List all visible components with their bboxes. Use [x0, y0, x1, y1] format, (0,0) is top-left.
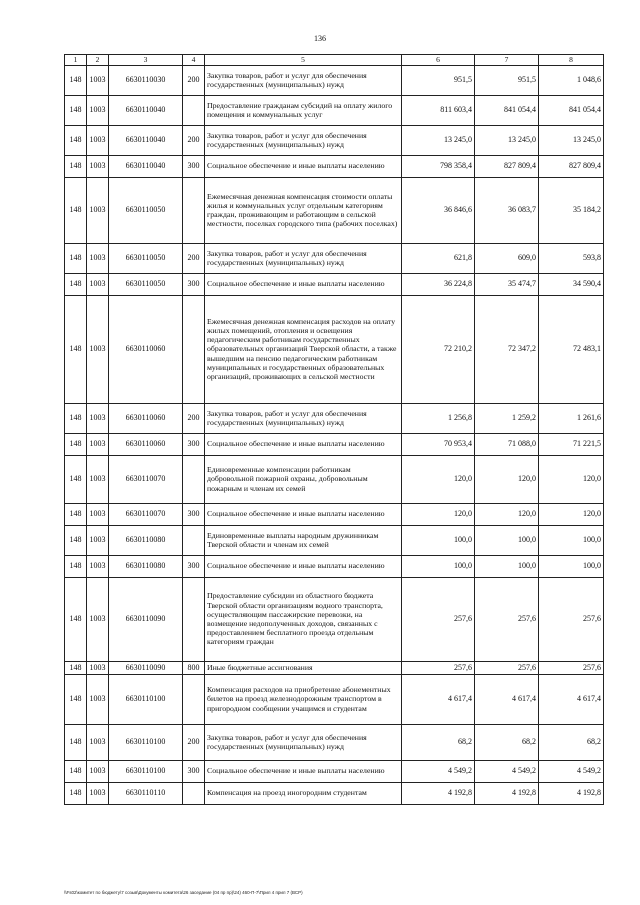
cell-description: Ежемесячная денежная компенсация расходов на оплату жилых помещений, отопления и освещения педагогическим работникам государственных образовательных организаций Тверской области, а также вышедшим на пенсию педагогическим работникам муниципальных и государственных образовательных организаций, проживающих в сельской местности: [205, 295, 402, 403]
cell-section-code: 148: [65, 555, 87, 577]
cell-expense-type: 200: [183, 65, 205, 95]
cell-target-article: 6630110110: [109, 782, 183, 804]
cell-amount-year2: 609,0: [475, 243, 539, 273]
table-row: [65, 525, 604, 555]
cell-amount-year3: 68,2: [539, 724, 604, 760]
cell-section-code: 148: [65, 243, 87, 273]
cell-amount-year3: 120,0: [539, 503, 604, 525]
table-body: [65, 65, 604, 804]
cell-amount-year1: 798 358,4: [402, 155, 475, 177]
cell-section-code: 148: [65, 455, 87, 503]
cell-amount-year3: 593,8: [539, 243, 604, 273]
cell-subsection-code: 1003: [87, 95, 109, 125]
cell-amount-year2: 4 617,4: [475, 674, 539, 724]
cell-amount-year1: 120,0: [402, 455, 475, 503]
column-header: 8: [539, 55, 604, 66]
cell-amount-year2: 72 347,2: [475, 295, 539, 403]
cell-subsection-code: 1003: [87, 674, 109, 724]
cell-target-article: 6630110060: [109, 433, 183, 455]
cell-section-code: 148: [65, 724, 87, 760]
cell-subsection-code: 1003: [87, 555, 109, 577]
cell-expense-type: [183, 674, 205, 724]
column-header: 5: [205, 55, 402, 66]
cell-section-code: 148: [65, 433, 87, 455]
file-path-footer: \\Fs02\комитет по бюджету\7 созыв\Документы комитета\26 заседание (04 пр пр)\24) 460-П-7\Прил 4 прил 7 (ВСР): [64, 890, 303, 895]
budget-table: [64, 54, 604, 805]
cell-amount-year3: 841 054,4: [539, 95, 604, 125]
table-row: [65, 577, 604, 661]
cell-subsection-code: 1003: [87, 125, 109, 155]
cell-section-code: 148: [65, 503, 87, 525]
cell-description: Закупка товаров, работ и услуг для обеспечения государственных (муниципальных) нужд: [205, 403, 402, 433]
cell-subsection-code: 1003: [87, 782, 109, 804]
cell-expense-type: 300: [183, 273, 205, 295]
cell-amount-year3: 4 549,2: [539, 760, 604, 782]
cell-section-code: 148: [65, 661, 87, 674]
table-row: [65, 661, 604, 674]
cell-description: Закупка товаров, работ и услуг для обеспечения государственных (муниципальных) нужд: [205, 724, 402, 760]
cell-section-code: 148: [65, 177, 87, 243]
cell-description: Социальное обеспечение и иные выплаты населению: [205, 503, 402, 525]
cell-amount-year1: 70 953,4: [402, 433, 475, 455]
cell-expense-type: [183, 577, 205, 661]
cell-amount-year1: 951,5: [402, 65, 475, 95]
table-row: [65, 503, 604, 525]
cell-section-code: 148: [65, 273, 87, 295]
table-row: [65, 95, 604, 125]
table-row: [65, 65, 604, 95]
cell-subsection-code: 1003: [87, 273, 109, 295]
cell-amount-year1: 257,6: [402, 577, 475, 661]
cell-subsection-code: 1003: [87, 760, 109, 782]
cell-description: Закупка товаров, работ и услуг для обеспечения государственных (муниципальных) нужд: [205, 65, 402, 95]
table-row: [65, 155, 604, 177]
cell-amount-year1: 120,0: [402, 503, 475, 525]
cell-amount-year1: 621,8: [402, 243, 475, 273]
cell-amount-year1: 257,6: [402, 661, 475, 674]
cell-target-article: 6630110060: [109, 295, 183, 403]
cell-section-code: 148: [65, 403, 87, 433]
column-header: 4: [183, 55, 205, 66]
cell-section-code: 148: [65, 295, 87, 403]
cell-expense-type: [183, 177, 205, 243]
cell-amount-year2: 4 192,8: [475, 782, 539, 804]
table-row: [65, 674, 604, 724]
cell-amount-year2: 1 259,2: [475, 403, 539, 433]
cell-amount-year1: 1 256,8: [402, 403, 475, 433]
cell-description: Единовременные выплаты народным дружинникам Тверской области и членам их семей: [205, 525, 402, 555]
cell-amount-year2: 951,5: [475, 65, 539, 95]
cell-expense-type: [183, 95, 205, 125]
cell-amount-year2: 257,6: [475, 577, 539, 661]
cell-subsection-code: 1003: [87, 433, 109, 455]
cell-target-article: 6630110070: [109, 503, 183, 525]
cell-amount-year2: 68,2: [475, 724, 539, 760]
cell-amount-year1: 100,0: [402, 525, 475, 555]
cell-description: Социальное обеспечение и иные выплаты населению: [205, 273, 402, 295]
cell-amount-year3: 4 617,4: [539, 674, 604, 724]
cell-expense-type: 300: [183, 760, 205, 782]
cell-expense-type: 200: [183, 724, 205, 760]
cell-section-code: 148: [65, 525, 87, 555]
cell-target-article: 6630110040: [109, 155, 183, 177]
cell-description: Ежемесячная денежная компенсация стоимости оплаты жилья и коммунальных услуг отдельным категориям граждан, проживающим и работающим в сельской местности, поселках городского типа (рабочих поселках): [205, 177, 402, 243]
column-header: 1: [65, 55, 87, 66]
cell-expense-type: 200: [183, 243, 205, 273]
cell-description: Социальное обеспечение и иные выплаты населению: [205, 555, 402, 577]
cell-subsection-code: 1003: [87, 295, 109, 403]
table-row: [65, 433, 604, 455]
cell-amount-year3: 1 048,6: [539, 65, 604, 95]
cell-subsection-code: 1003: [87, 577, 109, 661]
cell-expense-type: 300: [183, 155, 205, 177]
cell-description: Компенсация на проезд иногородним студентам: [205, 782, 402, 804]
cell-description: Социальное обеспечение и иные выплаты населению: [205, 760, 402, 782]
cell-amount-year2: 36 083,7: [475, 177, 539, 243]
cell-amount-year3: 120,0: [539, 455, 604, 503]
cell-amount-year1: 100,0: [402, 555, 475, 577]
cell-subsection-code: 1003: [87, 503, 109, 525]
cell-subsection-code: 1003: [87, 65, 109, 95]
cell-subsection-code: 1003: [87, 525, 109, 555]
cell-amount-year3: 35 184,2: [539, 177, 604, 243]
table-row: [65, 177, 604, 243]
cell-expense-type: [183, 295, 205, 403]
table-row: [65, 455, 604, 503]
table-row: [65, 273, 604, 295]
cell-amount-year2: 100,0: [475, 525, 539, 555]
cell-amount-year3: 72 483,1: [539, 295, 604, 403]
cell-amount-year1: 4 549,2: [402, 760, 475, 782]
cell-section-code: 148: [65, 577, 87, 661]
cell-expense-type: [183, 782, 205, 804]
cell-section-code: 148: [65, 155, 87, 177]
cell-amount-year3: 100,0: [539, 525, 604, 555]
cell-amount-year1: 811 603,4: [402, 95, 475, 125]
cell-amount-year2: 120,0: [475, 455, 539, 503]
cell-section-code: 148: [65, 125, 87, 155]
table-row: [65, 724, 604, 760]
cell-section-code: 148: [65, 674, 87, 724]
cell-target-article: 6630110080: [109, 525, 183, 555]
cell-amount-year2: 827 809,4: [475, 155, 539, 177]
cell-amount-year2: 120,0: [475, 503, 539, 525]
cell-section-code: 148: [65, 760, 87, 782]
cell-amount-year1: 13 245,0: [402, 125, 475, 155]
cell-amount-year3: 71 221,5: [539, 433, 604, 455]
cell-target-article: 6630110090: [109, 577, 183, 661]
cell-description: Закупка товаров, работ и услуг для обеспечения государственных (муниципальных) нужд: [205, 125, 402, 155]
cell-amount-year3: 34 590,4: [539, 273, 604, 295]
cell-expense-type: [183, 455, 205, 503]
column-header: 3: [109, 55, 183, 66]
table-row: [65, 403, 604, 433]
cell-amount-year3: 4 192,8: [539, 782, 604, 804]
column-header: 7: [475, 55, 539, 66]
cell-amount-year2: 35 474,7: [475, 273, 539, 295]
cell-subsection-code: 1003: [87, 155, 109, 177]
cell-section-code: 148: [65, 65, 87, 95]
cell-target-article: 6630110100: [109, 760, 183, 782]
cell-amount-year1: 68,2: [402, 724, 475, 760]
cell-amount-year3: 257,6: [539, 577, 604, 661]
cell-target-article: 6630110090: [109, 661, 183, 674]
cell-amount-year2: 841 054,4: [475, 95, 539, 125]
cell-description: Социальное обеспечение и иные выплаты населению: [205, 433, 402, 455]
cell-subsection-code: 1003: [87, 403, 109, 433]
table-row: [65, 555, 604, 577]
table-row: [65, 295, 604, 403]
cell-amount-year3: 100,0: [539, 555, 604, 577]
column-number-row: [65, 55, 604, 66]
page-number: 136: [314, 34, 326, 43]
cell-description: Закупка товаров, работ и услуг для обеспечения государственных (муниципальных) нужд: [205, 243, 402, 273]
cell-amount-year2: 4 549,2: [475, 760, 539, 782]
cell-description: Социальное обеспечение и иные выплаты населению: [205, 155, 402, 177]
cell-amount-year2: 71 088,0: [475, 433, 539, 455]
cell-amount-year3: 1 261,6: [539, 403, 604, 433]
cell-target-article: 6630110100: [109, 724, 183, 760]
cell-target-article: 6630110100: [109, 674, 183, 724]
table-row: [65, 760, 604, 782]
cell-expense-type: 800: [183, 661, 205, 674]
cell-description: Единовременные компенсации работникам добровольной пожарной охраны, добровольным пожарным и членам их семей: [205, 455, 402, 503]
cell-section-code: 148: [65, 782, 87, 804]
cell-expense-type: 300: [183, 503, 205, 525]
table-row: [65, 125, 604, 155]
cell-description: Предоставление субсидии из областного бюджета Тверской области организациям водного транспорта, осуществляющим пассажирские перевозки, на возмещение недополученных доходов, связанных с предоставлением бесплатного проезда отдельным категориям граждан: [205, 577, 402, 661]
cell-target-article: 6630110070: [109, 455, 183, 503]
cell-target-article: 6630110050: [109, 273, 183, 295]
cell-target-article: 6630110060: [109, 403, 183, 433]
cell-amount-year2: 100,0: [475, 555, 539, 577]
cell-subsection-code: 1003: [87, 177, 109, 243]
cell-description: Компенсация расходов на приобретение абонементных билетов на проезд железнодорожным транспортом в пригородном сообщении учащимся и студентам: [205, 674, 402, 724]
cell-subsection-code: 1003: [87, 455, 109, 503]
cell-subsection-code: 1003: [87, 724, 109, 760]
cell-target-article: 6630110030: [109, 65, 183, 95]
cell-target-article: 6630110050: [109, 177, 183, 243]
cell-amount-year2: 13 245,0: [475, 125, 539, 155]
cell-amount-year1: 72 210,2: [402, 295, 475, 403]
cell-expense-type: [183, 525, 205, 555]
cell-expense-type: 200: [183, 125, 205, 155]
cell-expense-type: 300: [183, 555, 205, 577]
cell-amount-year1: 4 192,8: [402, 782, 475, 804]
cell-amount-year1: 36 846,6: [402, 177, 475, 243]
cell-amount-year1: 4 617,4: [402, 674, 475, 724]
cell-amount-year2: 257,6: [475, 661, 539, 674]
cell-target-article: 6630110040: [109, 125, 183, 155]
cell-expense-type: 200: [183, 403, 205, 433]
cell-target-article: 6630110050: [109, 243, 183, 273]
cell-subsection-code: 1003: [87, 661, 109, 674]
cell-amount-year3: 827 809,4: [539, 155, 604, 177]
cell-subsection-code: 1003: [87, 243, 109, 273]
cell-amount-year3: 257,6: [539, 661, 604, 674]
column-header: 6: [402, 55, 475, 66]
table-row: [65, 782, 604, 804]
cell-amount-year1: 36 224,8: [402, 273, 475, 295]
column-header: 2: [87, 55, 109, 66]
cell-description: Иные бюджетные ассигнования: [205, 661, 402, 674]
cell-description: Предоставление гражданам субсидий на оплату жилого помещения и коммунальных услуг: [205, 95, 402, 125]
cell-amount-year3: 13 245,0: [539, 125, 604, 155]
cell-expense-type: 300: [183, 433, 205, 455]
cell-target-article: 6630110040: [109, 95, 183, 125]
cell-section-code: 148: [65, 95, 87, 125]
table-row: [65, 243, 604, 273]
cell-target-article: 6630110080: [109, 555, 183, 577]
